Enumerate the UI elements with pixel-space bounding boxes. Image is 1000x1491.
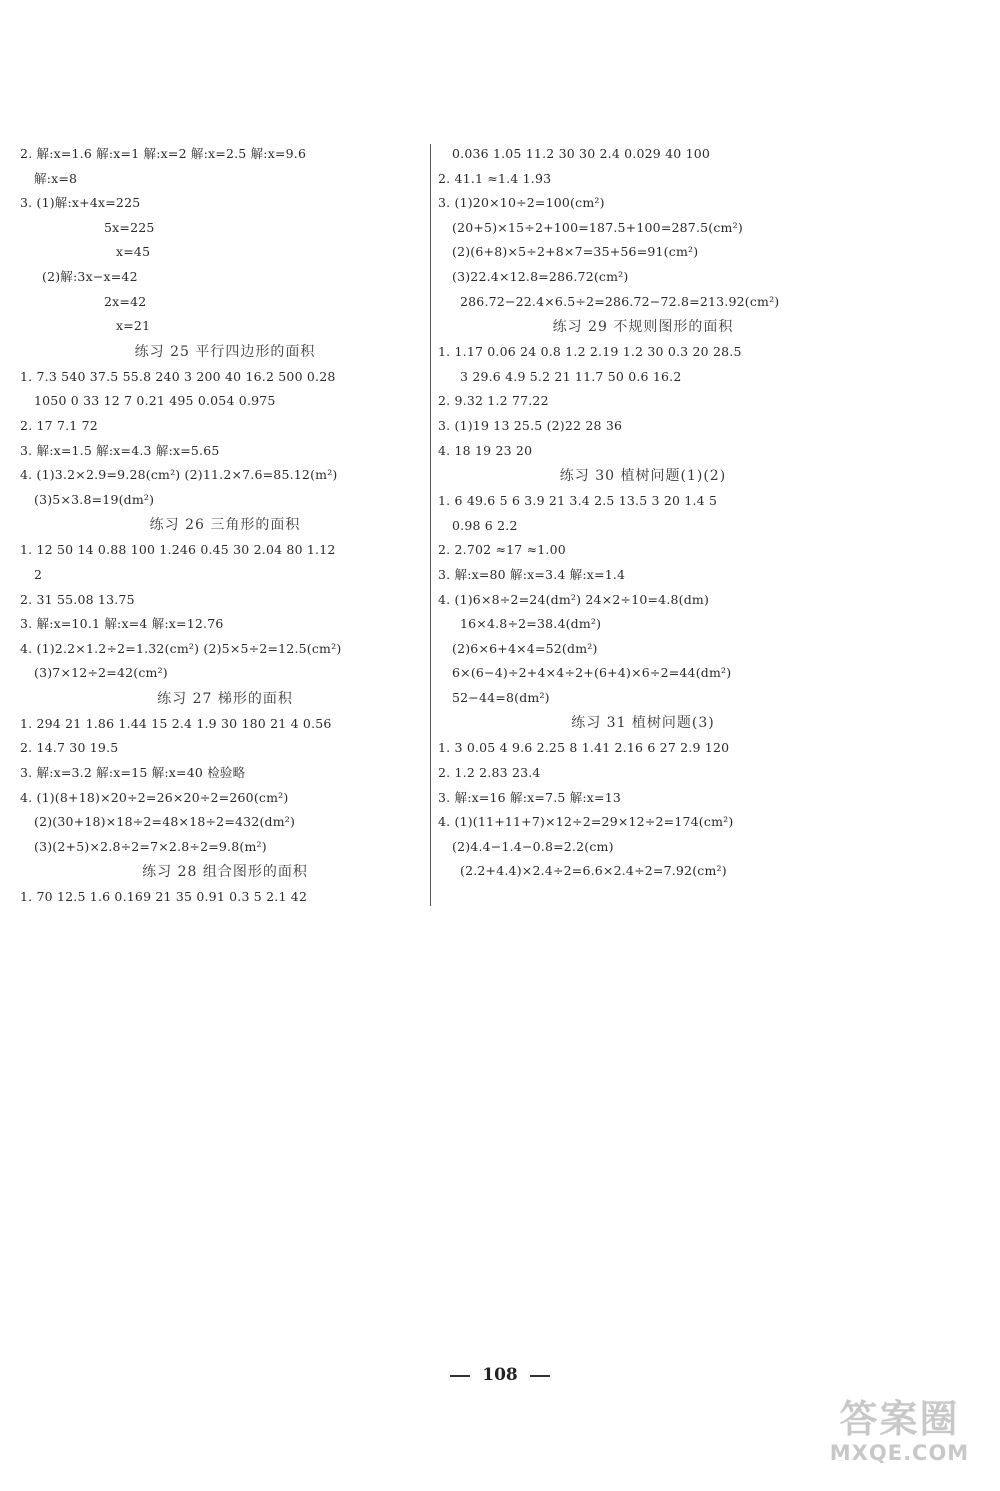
answer-line: 1. 3 0.05 4 9.6 2.25 8 1.41 2.16 6 27 2.9 120 — [438, 740, 730, 756]
answer-line: 4. (1)3.2×2.9=9.28(cm²) (2)11.2×7.6=85.12(m²) — [20, 467, 338, 483]
section-heading: 练习 29 不规则图形的面积 — [552, 319, 734, 336]
answer-line: 2 — [34, 566, 43, 582]
answer-line: 1. 6 49.6 5 6 3.9 21 3.4 2.5 13.5 3 20 1.4 5 — [438, 493, 718, 509]
answer-line: 3. 解:x=16 解:x=7.5 解:x=13 — [438, 789, 622, 805]
section-heading: 练习 25 平行四边形的面积 — [134, 343, 316, 360]
answer-line: 52−44=8(dm²) — [452, 689, 550, 705]
answer-line: 1. 294 21 1.86 1.44 15 2.4 1.9 30 180 21 4 0.56 — [20, 715, 332, 731]
answer-line: 5x=225 — [104, 219, 155, 235]
answer-line: (2.2+4.4)×2.4÷2=6.6×2.4÷2=7.92(cm²) — [460, 863, 727, 879]
answer-line: (3)22.4×12.8=286.72(cm²) — [452, 268, 629, 284]
answer-line: 3. 解:x=80 解:x=3.4 解:x=1.4 — [438, 566, 626, 582]
answer-line: x=45 — [116, 244, 151, 260]
answer-line: (2)解:3x−x=42 — [42, 268, 138, 284]
answer-line: 2. 2.7̇02̇ ≈17 ≈1.00 — [438, 542, 566, 558]
answer-line: (20+5)×15÷2+100=187.5+100=287.5(cm²) — [452, 219, 743, 235]
answer-line: 3. (1)20×10÷2=100(cm²) — [438, 195, 605, 211]
footer-dash-left — [450, 1375, 470, 1377]
answer-line: (3)(2+5)×2.8÷2=7×2.8÷2=9.8(m²) — [34, 838, 267, 854]
answer-line: 1. 12 50 14 0.88 100 1.246 0.45 30 2.04 80 1.12 — [20, 542, 336, 558]
answer-line: 4. 18 19 23 20 — [438, 442, 533, 458]
section-heading: 练习 27 梯形的面积 — [157, 690, 293, 707]
section-heading: 练习 28 组合图形的面积 — [142, 864, 308, 881]
right-column — [438, 142, 848, 884]
answer-line: 2. 41.1 ≈1.4 1.9̇3̇ — [438, 170, 552, 186]
footer-dash-right — [530, 1375, 550, 1377]
answer-line: (2)(30+18)×18÷2=48×18÷2=432(dm²) — [34, 814, 296, 830]
answer-line: 0.036 1.05 11.2 30 30 2.4 0.029 40 100 — [452, 146, 711, 161]
answer-line: 3. 解:x=1.5 解:x=4.3 解:x=5.65 — [20, 442, 220, 458]
answer-line: (3)5×3.8=19(dm²) — [34, 491, 155, 507]
left-column — [20, 142, 430, 910]
answer-line: 2. 9.32 1.2 77.22 — [438, 393, 549, 409]
answer-line: 2. 17 7.1 72 — [20, 417, 98, 433]
watermark-line1: 答案圈 — [839, 1397, 960, 1441]
answer-line: (2)4.4−1.4−0.8=2.2(cm) — [452, 838, 614, 854]
answer-line: x=21 — [116, 318, 151, 334]
answer-line: 4. (1)(8+18)×20÷2=26×20÷2=260(cm²) — [20, 789, 289, 805]
answer-line: 1. 1.17 0.06 24 0.8 1.2 2.19 1.2 30 0.3 20 28.5 — [438, 344, 742, 360]
answer-line: (2)(6+8)×5÷2+8×7=35+56=91(cm²) — [452, 244, 699, 260]
watermark-line2: MXQE.COM — [829, 1441, 970, 1465]
answer-line: 3. (1)19 13 25.5 (2)22 28 36 — [438, 417, 623, 433]
answer-line: 1. 70 12.5 1.6 0.169 21 35 0.91 0.3 5 2.1 42 — [20, 889, 308, 905]
answer-line: 4. (1)(11+11+7)×12÷2=29×12÷2=174(cm²) — [438, 814, 734, 830]
answer-line: 3. (1)解:x+4x=225 — [20, 195, 141, 211]
section-heading: 练习 31 植树问题(3) — [571, 715, 715, 732]
answer-line: 2x=42 — [104, 293, 147, 309]
answer-line: 16×4.8÷2=38.4(dm²) — [460, 616, 602, 632]
answer-line: 3. 解:x=3.2 解:x=15 解:x=40 检验略 — [20, 765, 246, 781]
answer-line: 4. (1)2.2×1.2÷2=1.32(cm²) (2)5×5÷2=12.5(cm²) — [20, 640, 342, 656]
answer-line: 1. 7.3 540 37.5 55.8 240 3 200 40 16.2 500 0.28 — [20, 368, 336, 384]
answer-line: 2. 14.7 30 19.5 — [20, 740, 119, 756]
answer-line: 3. 解:x=10.1 解:x=4 解:x=12.76 — [20, 616, 224, 632]
page-number: 108 — [482, 1365, 518, 1385]
answer-line: 2. 解:x=1.6 解:x=1 解:x=2 解:x=2.5 解:x=9.6 — [20, 146, 307, 161]
answer-line: (2)6×6+4×4=52(dm²) — [452, 640, 598, 656]
answer-line: 解:x=8 — [34, 170, 78, 186]
answer-line: 4. (1)6×8÷2=24(dm²) 24×2÷10=4.8(dm) — [438, 591, 710, 607]
answer-line: 2. 31 55.08 13.75 — [20, 591, 135, 607]
answer-line: 3 29.6 4.9 5.2 21 11.7 50 0.6 16.2 — [460, 368, 682, 384]
answer-line: 286.72−22.4×6.5÷2=286.72−72.8=213.92(cm²) — [460, 293, 780, 309]
answer-line: 2. 1.2 2.83 23.4 — [438, 765, 541, 781]
section-heading: 练习 30 植树问题(1)(2) — [559, 468, 727, 485]
section-heading: 练习 26 三角形的面积 — [149, 517, 301, 534]
watermark-logo — [817, 1397, 982, 1477]
answer-line: (3)7×12÷2=42(cm²) — [34, 665, 168, 681]
answer-line: 6×(6−4)÷2+4×4÷2+(6+4)×6÷2=44(dm²) — [452, 665, 732, 681]
answer-line: 0.98 6 2.2 — [452, 517, 518, 533]
column-divider — [430, 144, 431, 906]
answer-line: 1050 0 33 12 7 0.21 495 0.054 0.975 — [34, 393, 276, 409]
page-number-footer — [0, 1365, 1000, 1385]
